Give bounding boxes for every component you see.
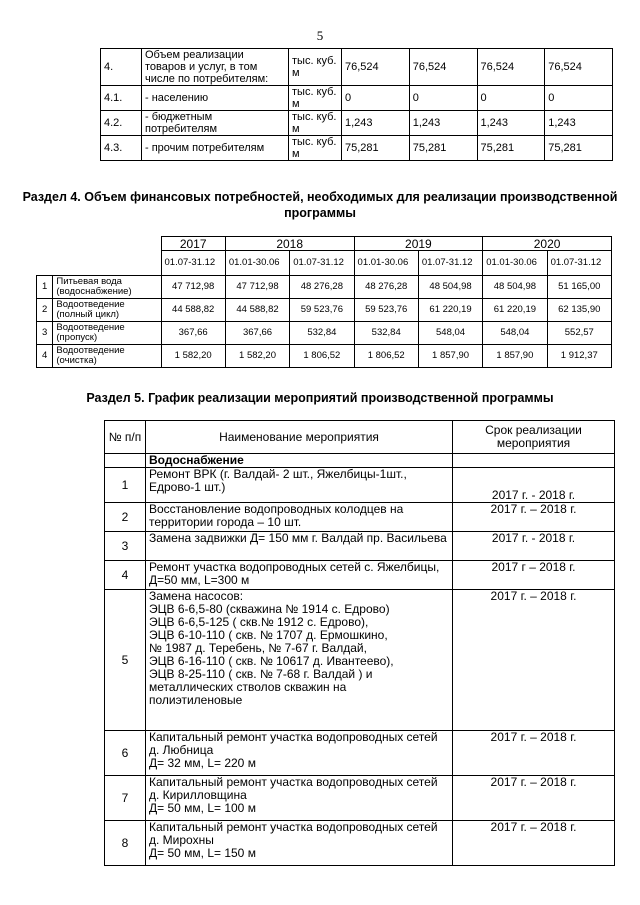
name-line: Капитальный ремонт участка водопроводных сетей д. Кирилловщина [149, 775, 438, 802]
row-name: Водоотведение (полный цикл) [53, 299, 161, 322]
row-name [146, 561, 453, 590]
row-number: 4. [101, 49, 142, 86]
schedule-header-row [105, 421, 615, 454]
row-value: 75,281 [477, 136, 545, 161]
table-row [101, 136, 613, 161]
row-name: Объем реализации товаров и услуг, в том числе по потребителям: [142, 49, 289, 86]
name-line: ЭЦВ 6-6,5-125 ( скв.№ 1912 с. Едрово), [149, 615, 369, 629]
row-name [146, 821, 453, 866]
row-number: 4.2. [101, 111, 142, 136]
row-unit: тыс. куб. м [289, 111, 342, 136]
row-number: 8 [105, 821, 146, 866]
table-row [105, 776, 615, 821]
row-name: - прочим потребителям [142, 136, 289, 161]
name-line: Капитальный ремонт участка водопроводных сетей д. Мирохны [149, 820, 438, 847]
row-value: 1,243 [409, 111, 477, 136]
section5-title: Раздел 5. График реализации мероприятий производственной программы [86, 391, 554, 405]
header-name: Наименование мероприятия [146, 421, 453, 454]
row-value: 76,524 [545, 49, 613, 86]
row-number: 2 [105, 503, 146, 532]
row-value: 367,66 [161, 322, 225, 345]
row-number: 4.1. [101, 86, 142, 111]
row-name [146, 503, 453, 532]
period-cell: 01.01-30.06 [354, 251, 418, 276]
year-2017: 2017 [161, 237, 225, 251]
period-cell: 01.07-31.12 [161, 251, 225, 276]
row-value: 0 [477, 86, 545, 111]
row-value: 1 806,52 [354, 345, 418, 368]
corner-cell [37, 237, 162, 276]
name-line: Ремонт участка водопроводных сетей с. Яжелбицы, Д=50 мм, L=300 м [149, 560, 440, 587]
years-row [37, 237, 612, 251]
table-row [105, 731, 615, 776]
name-line: Замена насосов: [149, 589, 244, 603]
name-line: Восстановление водопроводных колодцев на территории города – 10 шт. [149, 502, 404, 529]
period-cell: 01.07-31.12 [290, 251, 354, 276]
row-value: 48 504,98 [418, 276, 482, 299]
row-name: Водоотведение (пропуск) [53, 322, 161, 345]
row-value: 48 276,28 [290, 276, 354, 299]
table-row [105, 503, 615, 532]
name-line: ЭЦВ 8-25-110 ( скв. № 7-68 г. Валдай ) и [149, 667, 373, 681]
name-line: ЭЦВ 6-10-110 ( скв. № 1707 д. Ермошкино, [149, 628, 388, 642]
group-term [453, 454, 615, 468]
row-number: 3 [105, 532, 146, 561]
year-2020: 2020 [483, 237, 612, 251]
row-value: 59 523,76 [354, 299, 418, 322]
row-value: 1,243 [477, 111, 545, 136]
row-unit: тыс. куб. м [289, 49, 342, 86]
row-name: - населению [142, 86, 289, 111]
name-line: Д= 50 мм, L= 100 м [149, 801, 256, 815]
period-cell: 01.07-31.12 [547, 251, 611, 276]
row-value: 0 [545, 86, 613, 111]
row-number: 4.3. [101, 136, 142, 161]
table-row [37, 299, 612, 322]
row-name [146, 468, 453, 503]
row-term: 2017 г – 2018 г. [453, 561, 615, 590]
row-name [146, 590, 453, 731]
group-row [105, 454, 615, 468]
table-row [37, 322, 612, 345]
row-name [146, 731, 453, 776]
table-row [101, 49, 613, 86]
name-line: Ремонт ВРК (г. Валдай- 2 шт., Яжелбицы-1шт., Едрово-1 шт.) [149, 467, 407, 494]
name-line: Д= 50 мм, L= 150 м [149, 846, 256, 860]
row-term: 2017 г. – 2018 г. [453, 821, 615, 866]
table-row [105, 821, 615, 866]
row-name: Водоотведение (очистка) [53, 345, 161, 368]
row-term: 2017 г. – 2018 г. [453, 503, 615, 532]
group-label: Водоснабжение [146, 454, 453, 468]
row-number: 1 [105, 468, 146, 503]
row-value: 44 588,82 [161, 299, 225, 322]
row-value: 367,66 [225, 322, 289, 345]
page-number: 5 [316, 28, 324, 43]
name-line: ЭЦВ 6-6,5-80 (скважина № 1914 с. Едрово) [149, 602, 390, 616]
table-row [105, 532, 615, 561]
row-number: 1 [37, 276, 53, 299]
row-number: 3 [37, 322, 53, 345]
year-2019: 2019 [354, 237, 483, 251]
row-value: 47 712,98 [161, 276, 225, 299]
row-number: 2 [37, 299, 53, 322]
row-term: 2017 г. – 2018 г. [453, 776, 615, 821]
row-value: 532,84 [290, 322, 354, 345]
row-unit: тыс. куб. м [289, 136, 342, 161]
row-value: 548,04 [483, 322, 547, 345]
row-number: 4 [37, 345, 53, 368]
row-unit: тыс. куб. м [289, 86, 342, 111]
row-number: 7 [105, 776, 146, 821]
period-cell: 01.07-31.12 [418, 251, 482, 276]
row-value: 51 165,00 [547, 276, 611, 299]
row-value: 62 135,90 [547, 299, 611, 322]
row-term: 2017 г. - 2018 г. [453, 468, 615, 503]
row-name: Питьевая вода (водоснабжение) [53, 276, 161, 299]
header-term: Срок реализации мероприятия [453, 421, 615, 454]
table-row [101, 86, 613, 111]
row-value: 61 220,19 [418, 299, 482, 322]
period-cell: 01.01-30.06 [225, 251, 289, 276]
schedule-table [104, 420, 615, 866]
table-row [37, 345, 612, 368]
name-line: ЭЦВ 6-16-110 ( скв. № 10617 д. Ивантеево), [149, 654, 394, 668]
row-value: 1 806,52 [290, 345, 354, 368]
row-name: - бюджетным потребителям [142, 111, 289, 136]
name-line: Д= 32 мм, L= 220 м [149, 756, 256, 770]
row-value: 75,281 [342, 136, 410, 161]
row-value: 48 276,28 [354, 276, 418, 299]
row-value: 75,281 [409, 136, 477, 161]
row-name [146, 776, 453, 821]
period-cell: 01.01-30.06 [483, 251, 547, 276]
row-value: 1 582,20 [161, 345, 225, 368]
row-value: 47 712,98 [225, 276, 289, 299]
table-row [105, 590, 615, 731]
sales-volume-table [100, 48, 613, 161]
row-value: 59 523,76 [290, 299, 354, 322]
row-number: 5 [105, 590, 146, 731]
name-line: № 1987 д. Теребень, № 7-67 г. Валдай, [149, 641, 367, 655]
name-line: металлических стволов скважин на [149, 680, 347, 694]
row-term: 2017 г. – 2018 г. [453, 731, 615, 776]
row-value: 48 504,98 [483, 276, 547, 299]
row-term: 2017 г. – 2018 г. [453, 590, 615, 731]
table-row [105, 561, 615, 590]
row-value: 75,281 [545, 136, 613, 161]
name-line: Замена задвижки Д= 150 мм г. Валдай пр. Васильева [149, 531, 447, 545]
section4-title: Раздел 4. Объем финансовых потребностей, необходимых для реализации производственной программы [22, 190, 618, 220]
year-2018: 2018 [225, 237, 354, 251]
row-value: 552,57 [547, 322, 611, 345]
row-value: 0 [409, 86, 477, 111]
row-value: 61 220,19 [483, 299, 547, 322]
row-value: 1 912,37 [547, 345, 611, 368]
financial-needs-table [36, 236, 612, 368]
table-row [105, 468, 615, 503]
row-value: 1,243 [545, 111, 613, 136]
row-number: 6 [105, 731, 146, 776]
name-line: Капитальный ремонт участка водопроводных сетей д. Любница [149, 730, 438, 757]
row-value: 76,524 [342, 49, 410, 86]
table-row [37, 276, 612, 299]
group-no [105, 454, 146, 468]
row-value: 0 [342, 86, 410, 111]
row-value: 532,84 [354, 322, 418, 345]
row-name [146, 532, 453, 561]
row-value: 44 588,82 [225, 299, 289, 322]
row-value: 1,243 [342, 111, 410, 136]
name-line: полиэтиленовые [149, 693, 243, 707]
row-value: 76,524 [477, 49, 545, 86]
row-number: 4 [105, 561, 146, 590]
row-term: 2017 г. - 2018 г. [453, 532, 615, 561]
row-value: 548,04 [418, 322, 482, 345]
row-value: 76,524 [409, 49, 477, 86]
table-row [101, 111, 613, 136]
header-no: № п/п [105, 421, 146, 454]
row-value: 1 582,20 [225, 345, 289, 368]
row-value: 1 857,90 [418, 345, 482, 368]
row-value: 1 857,90 [483, 345, 547, 368]
